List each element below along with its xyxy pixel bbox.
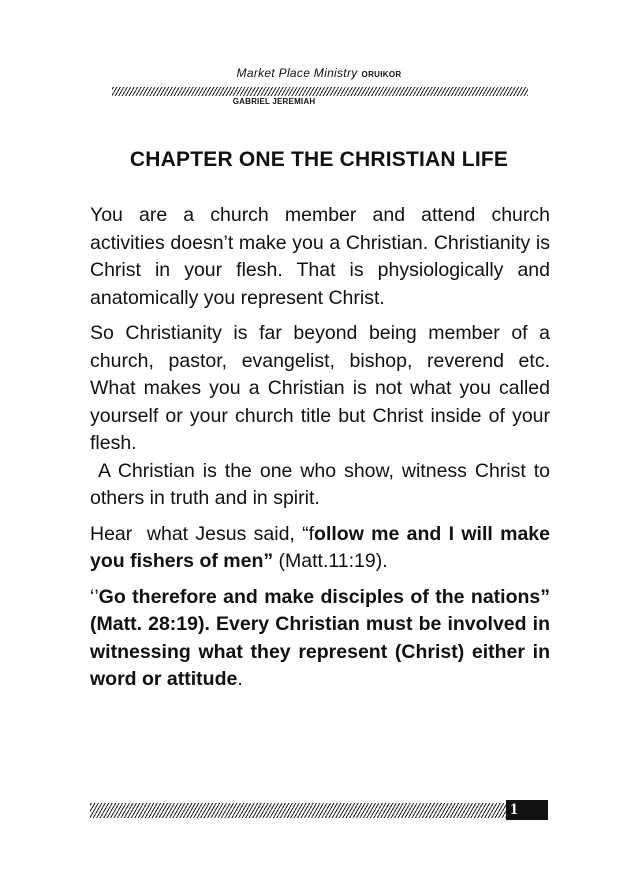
paragraph-4-quote: ollow me and I will make you fishers of men” bbox=[90, 522, 550, 572]
running-header bbox=[0, 66, 638, 80]
header-author: GABRIEL JEREMIAH bbox=[232, 97, 316, 106]
paragraph-5-tail: . bbox=[237, 668, 243, 690]
header-org-suffix: ORUIKOR bbox=[361, 70, 402, 79]
paragraph-1: You are a church member and attend church activities doesn’t make you a Christian. Christianity is Christ in your flesh. That is physiologically and anatomically you represent Christ. bbox=[90, 204, 550, 309]
paragraph-5 bbox=[90, 584, 550, 694]
body-text bbox=[90, 202, 556, 694]
page-number: 1 bbox=[506, 800, 548, 820]
paragraph-2: So Christianity is far beyond being member of a church, pastor, evangelist, bishop, reverend etc. What makes you a Christian is not what you called yourself or your church title but Christ inside of your flesh. bbox=[90, 322, 550, 454]
chapter-title: CHAPTER ONE THE CHRISTIAN LIFE bbox=[129, 148, 509, 171]
paragraph-4 bbox=[90, 521, 550, 576]
paragraph-3: A Christian is the one who show, witness Christ to others in truth and in spirit. bbox=[90, 459, 556, 509]
paragraph-4-reference: (Matt.11:19). bbox=[273, 550, 388, 572]
paragraph-5-quote: Go therefore and make disciples of the nations” (Matt. 28:19). Every Christian must be involved in witnessing what they represent (Christ) either in word or attitude bbox=[90, 585, 550, 690]
paragraph-4-lead: Hear what Jesus said, “f bbox=[90, 522, 315, 545]
footer-divider bbox=[90, 803, 506, 818]
header-title: Market Place Ministry bbox=[236, 66, 358, 80]
paragraph-5-lead: ‘’ bbox=[90, 585, 99, 608]
header-divider bbox=[112, 87, 528, 96]
